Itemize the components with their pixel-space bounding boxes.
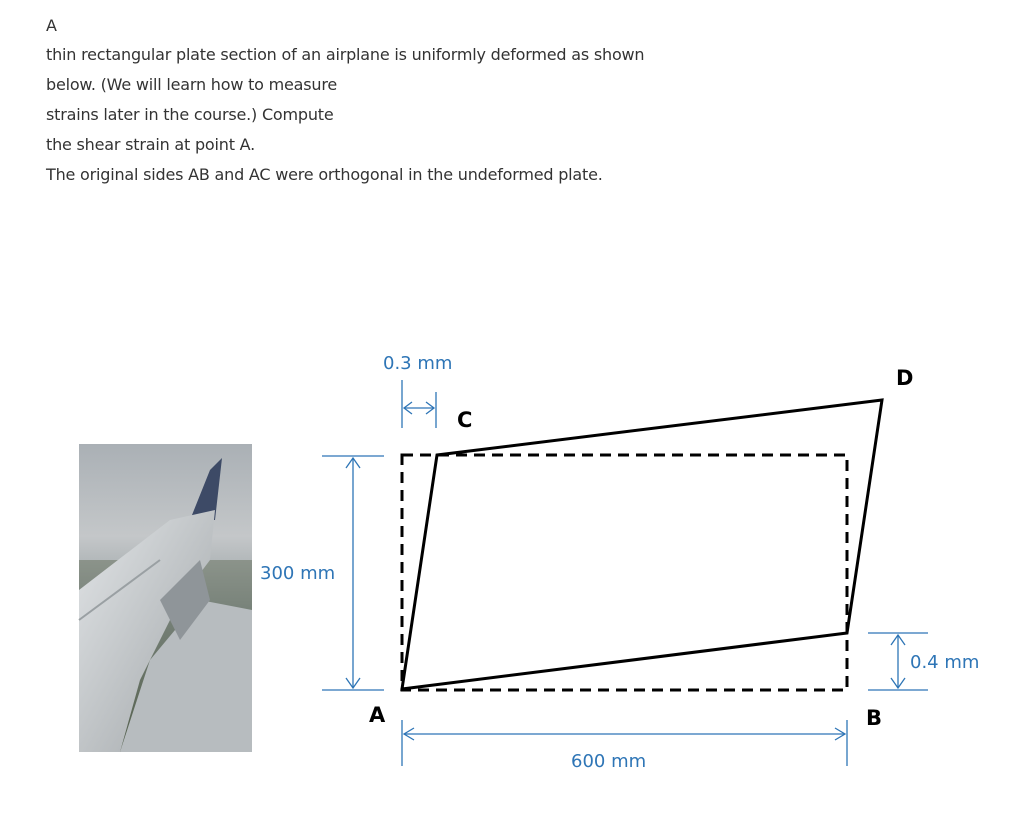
problem-line: The original sides AB and AC were orthogonal in the undeformed plate. (46, 165, 603, 184)
undeformed-plate (402, 455, 847, 690)
point-label-c: C (457, 408, 473, 432)
dimension-label-600mm: 600 mm (571, 751, 647, 772)
dimension-label-300mm: 300 mm (260, 563, 336, 584)
point-label-a: A (369, 703, 386, 727)
point-label-d: D (896, 366, 914, 390)
dimension-0-3mm (402, 380, 436, 428)
problem-line: strains later in the course.) Compute (46, 105, 334, 124)
problem-line: A (46, 16, 57, 35)
dimension-label-0-3mm: 0.3 mm (383, 353, 453, 374)
airplane-wing-photo (79, 444, 252, 752)
problem-line: thin rectangular plate section of an airplane is uniformly deformed as shown (46, 45, 645, 64)
problem-line: the shear strain at point A. (46, 135, 256, 154)
deformed-plate (402, 400, 882, 689)
problem-line: below. (We will learn how to measure (46, 75, 338, 94)
point-label-b: B (866, 706, 883, 730)
dimension-label-0-4mm: 0.4 mm (910, 652, 980, 673)
